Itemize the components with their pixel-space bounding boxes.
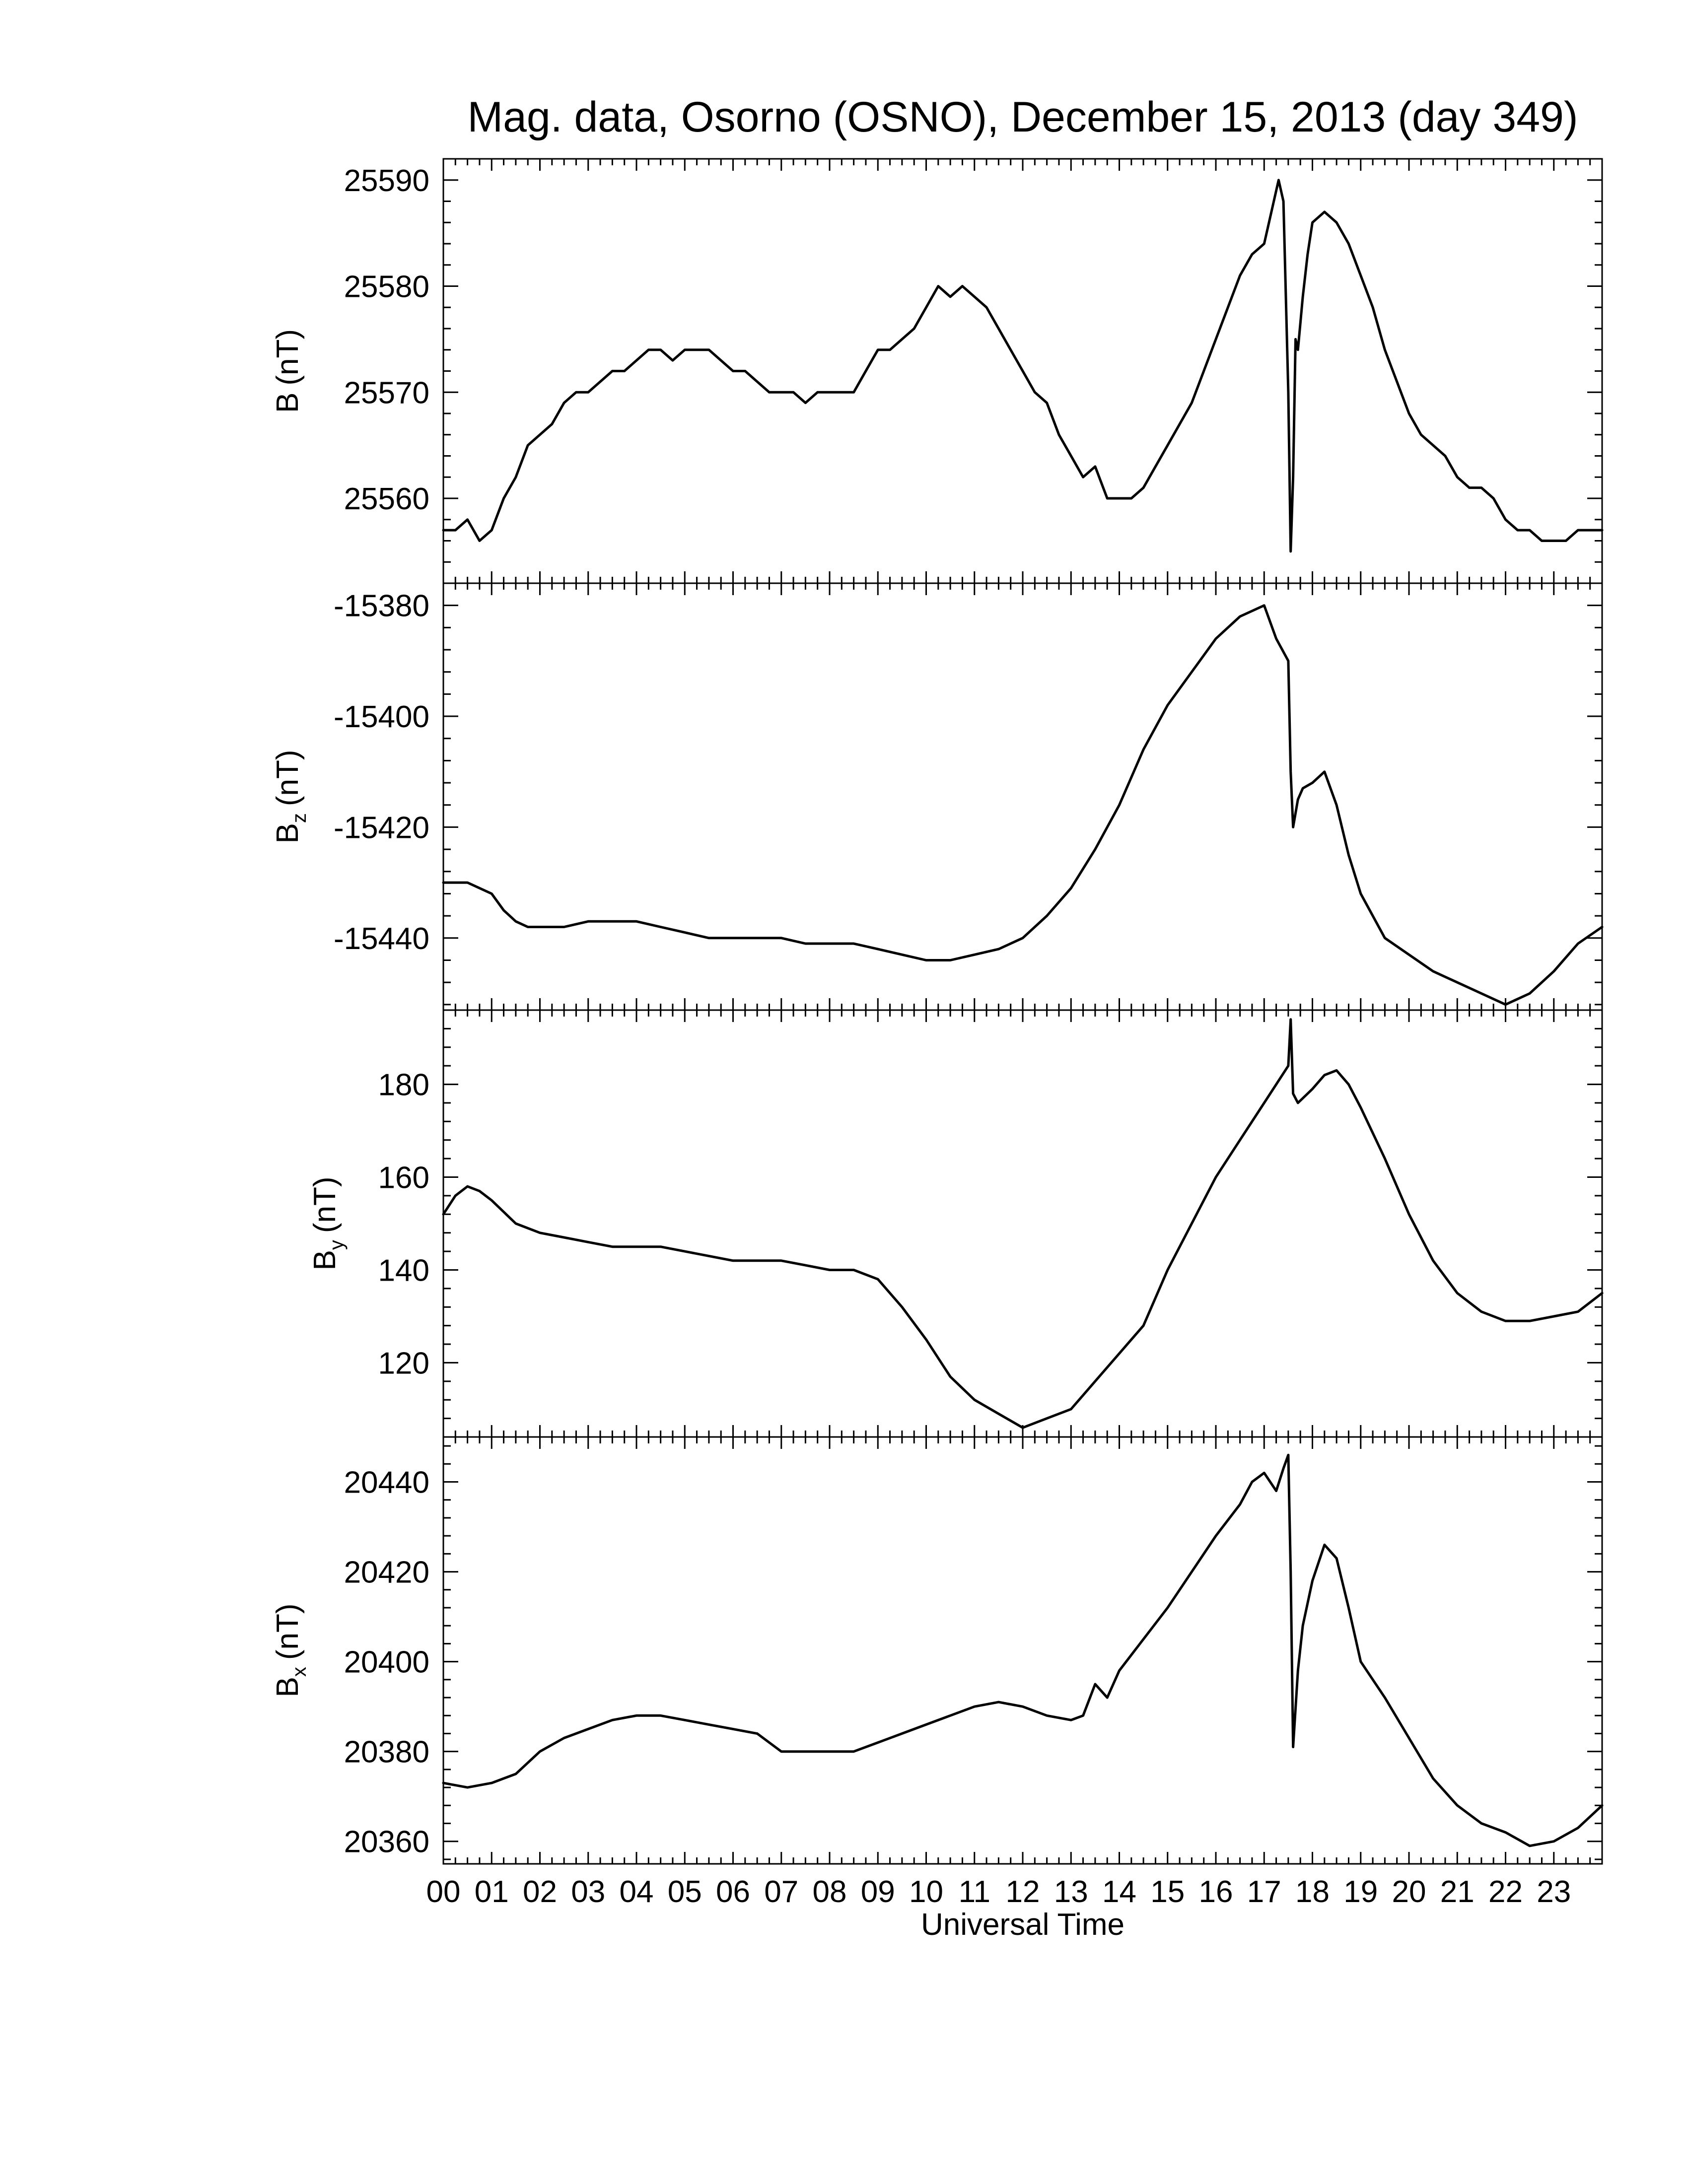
x-tick-label: 20 (1392, 1875, 1426, 1909)
y-tick-label: 140 (378, 1253, 429, 1288)
y-tick-label: -15440 (333, 921, 429, 956)
x-tick-label: 21 (1440, 1875, 1475, 1909)
panel-4 (271, 1437, 1602, 1864)
panels (271, 159, 1602, 1864)
x-tick-labels (426, 1875, 1571, 1909)
x-tick-label: 06 (716, 1875, 750, 1909)
y-axis-label-main: B (271, 823, 305, 844)
y-tick-label: 20380 (344, 1735, 429, 1770)
y-axis-label-unit: (nT) (271, 329, 305, 386)
x-tick-label: 02 (523, 1875, 557, 1909)
series-line (443, 1455, 1602, 1846)
y-tick-label: -15420 (333, 811, 429, 845)
x-tick-label: 14 (1102, 1875, 1136, 1909)
y-tick-label: -15380 (333, 589, 429, 623)
y-tick-label: 20400 (344, 1645, 429, 1680)
panel-1 (271, 159, 1602, 583)
x-tick-label: 22 (1488, 1875, 1523, 1909)
figure-title: Mag. data, Osorno (OSNO), December 15, 2013 (day 349) (467, 93, 1578, 141)
x-tick-label: 16 (1198, 1875, 1233, 1909)
x-tick-label: 11 (958, 1875, 990, 1909)
x-tick-label: 19 (1343, 1875, 1378, 1909)
x-tick-label: 17 (1247, 1875, 1281, 1909)
panel-2 (271, 583, 1602, 1010)
y-axis-label-main: B (271, 1677, 305, 1698)
series-line (443, 180, 1602, 551)
y-tick-label: 25580 (344, 270, 429, 304)
x-tick-label: 05 (667, 1875, 702, 1909)
y-axis-label (271, 1603, 310, 1697)
x-tick-label: 12 (1005, 1875, 1040, 1909)
y-axis-label-subscript: z (288, 813, 310, 823)
y-axis-label-subscript: x (288, 1667, 310, 1677)
y-tick-label: 25570 (344, 376, 429, 410)
y-axis-label (271, 329, 305, 413)
y-axis-label-subscript: y (326, 1240, 348, 1250)
y-tick-label: 180 (378, 1068, 429, 1102)
y-tick-label: 20420 (344, 1555, 429, 1590)
x-tick-label: 09 (860, 1875, 895, 1909)
y-axis-label-main: B (271, 392, 305, 413)
series-line (443, 606, 1602, 1005)
x-tick-label: 18 (1295, 1875, 1330, 1909)
y-tick-label: -15400 (333, 700, 429, 735)
y-axis-label (271, 750, 310, 843)
x-tick-label: 03 (571, 1875, 606, 1909)
x-tick-label: 00 (426, 1875, 461, 1909)
y-tick-label: 20360 (344, 1825, 429, 1859)
y-tick-label: 25560 (344, 482, 429, 516)
panel-frame (443, 1437, 1602, 1864)
y-tick-label: 120 (378, 1346, 429, 1381)
x-tick-label: 07 (764, 1875, 799, 1909)
panel-frame (443, 1010, 1602, 1437)
x-tick-label: 01 (474, 1875, 509, 1909)
x-axis-label: Universal Time (921, 1908, 1125, 1942)
y-axis-label-unit: (nT) (308, 1176, 342, 1233)
x-tick-label: 15 (1150, 1875, 1185, 1909)
x-tick-label: 08 (812, 1875, 847, 1909)
y-tick-label: 20440 (344, 1465, 429, 1500)
y-tick-label: 160 (378, 1160, 429, 1195)
y-axis-label (308, 1176, 348, 1270)
y-axis-label-main: B (308, 1250, 342, 1271)
x-tick-label: 10 (909, 1875, 943, 1909)
x-tick-label: 13 (1054, 1875, 1088, 1909)
y-axis-label-unit: (nT) (271, 1603, 305, 1660)
x-tick-label: 23 (1537, 1875, 1571, 1909)
y-axis-label-unit: (nT) (271, 750, 305, 807)
panel-frame (443, 583, 1602, 1010)
y-tick-label: 25590 (344, 163, 429, 198)
panel-3 (308, 1010, 1602, 1437)
series-line (443, 1020, 1602, 1428)
x-tick-label: 04 (619, 1875, 654, 1909)
